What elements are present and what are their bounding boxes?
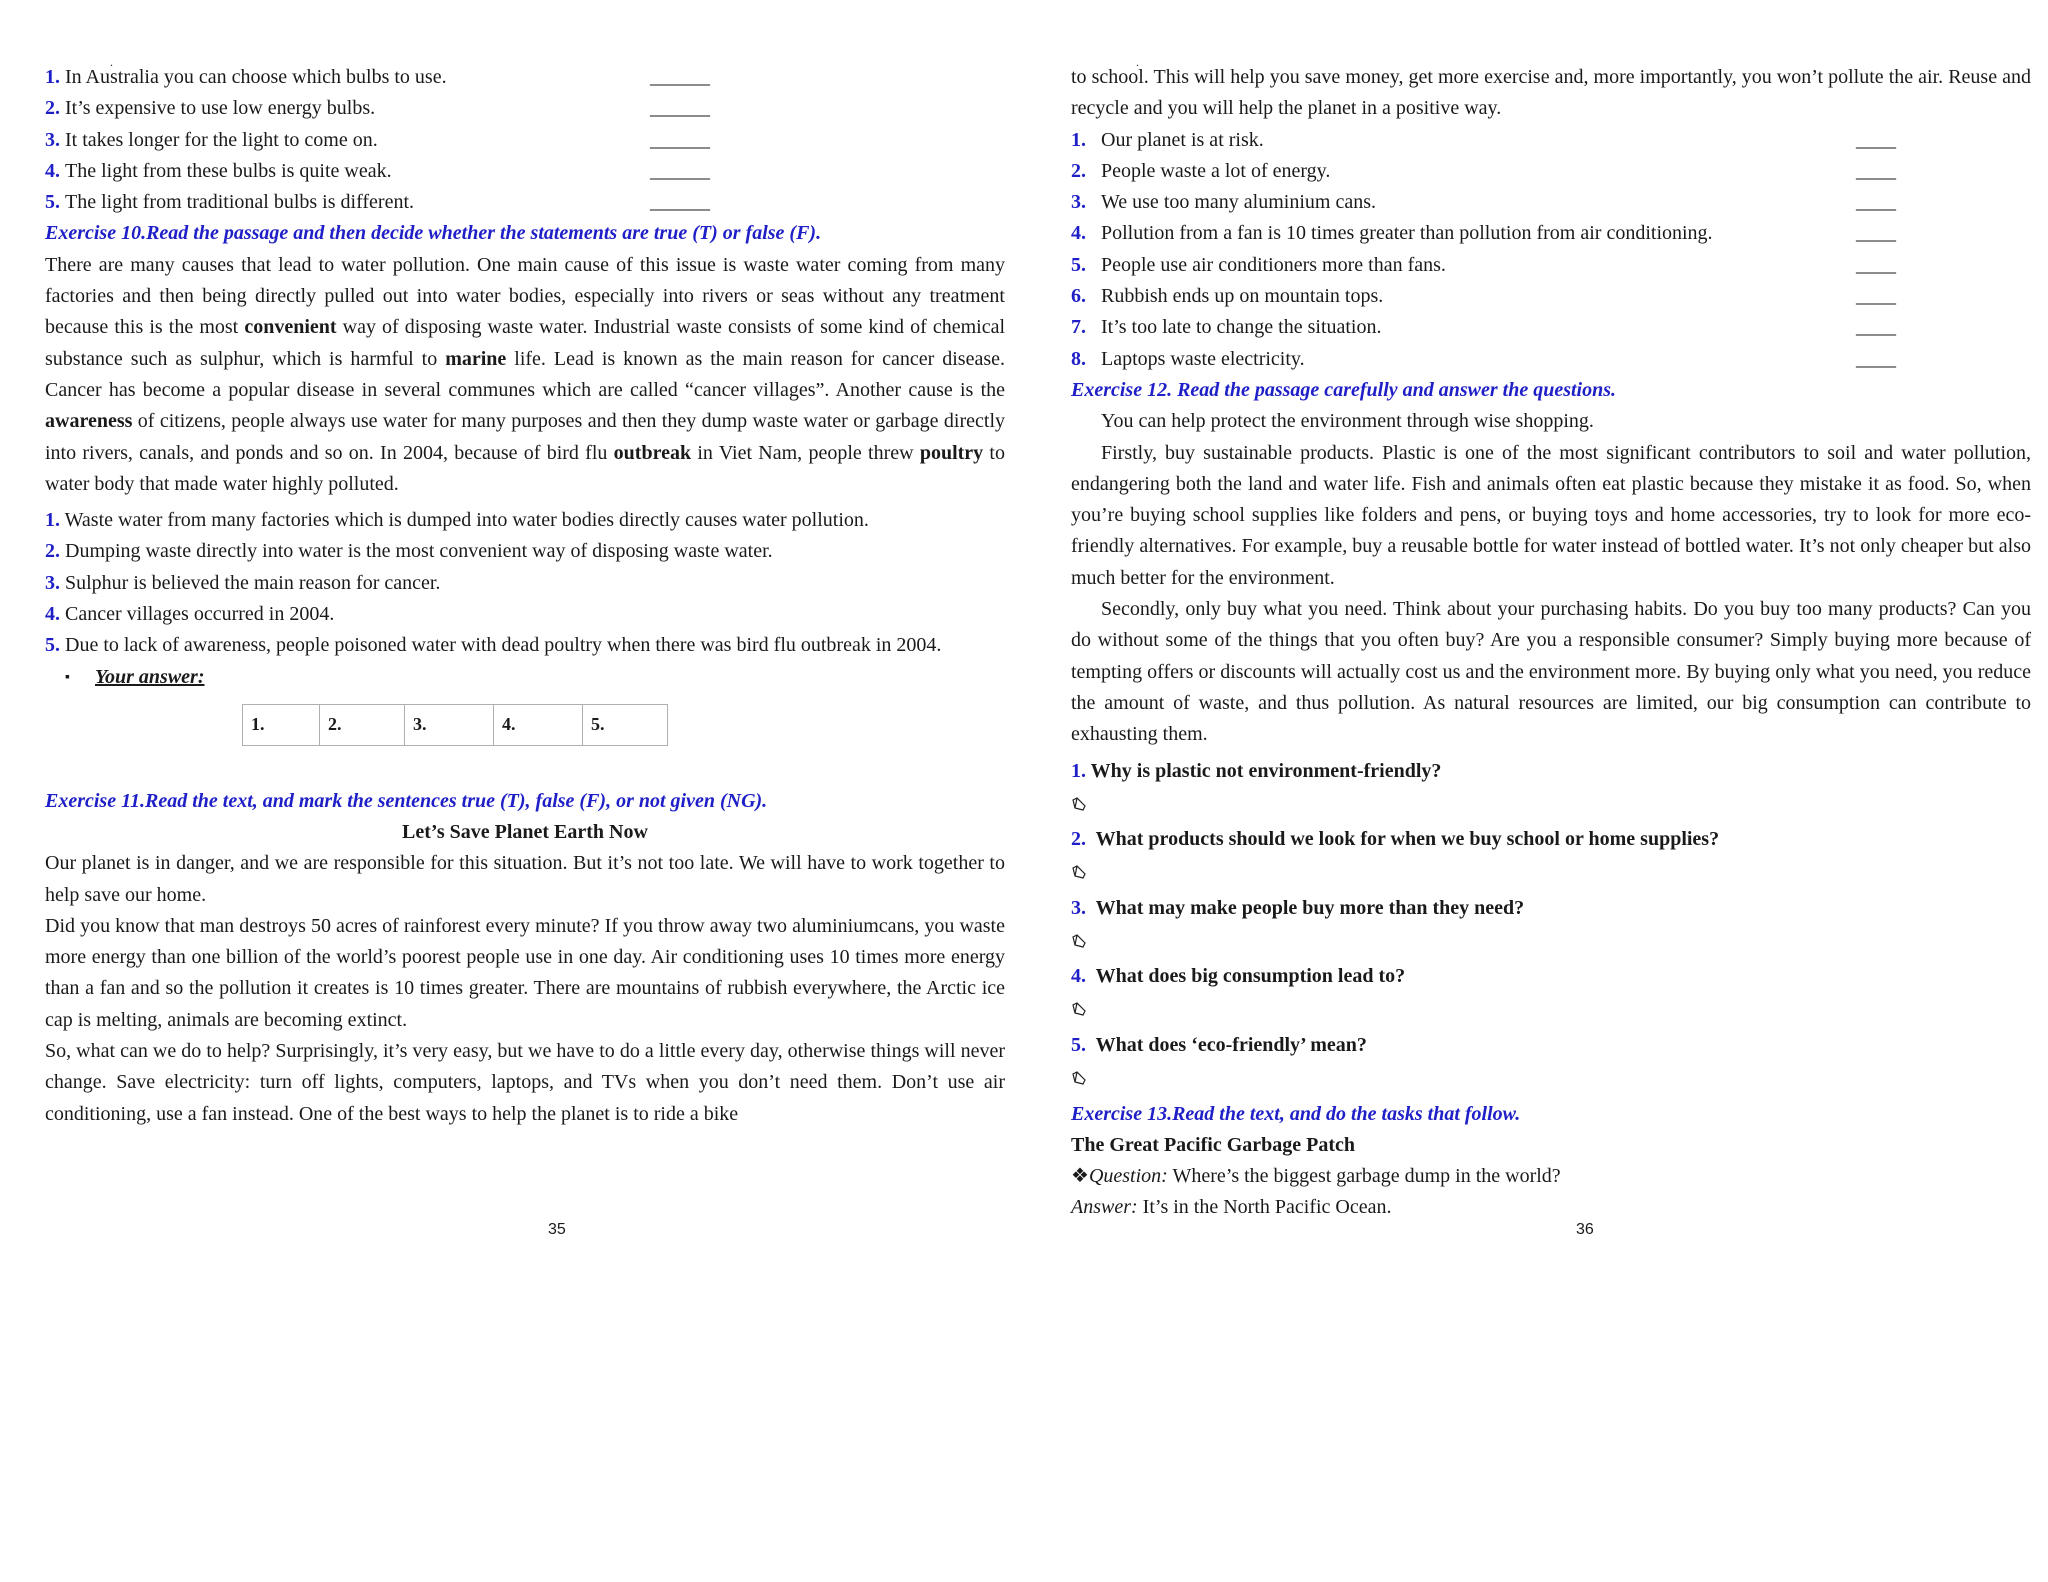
exercise-12-paragraph: Firstly, buy sustainable products. Plastic is one of the most significant contributors to soil and water pollution, endangering both the land and water life. Fish and animals often eat plastic because they mistake it as food. So, when you’re buying school supplies like folders and pens, or buying toys and home accessories, try to look for more eco-friendly alternatives. For example, buy a reusable bottle for water instead of bottled water. It’s not only cheaper but also much better for the environment. — [1071, 441, 2031, 589]
bulb-statements — [45, 62, 1005, 218]
exercise-12-questions — [1071, 756, 2031, 1093]
exercise-13-answer: Answer: It’s in the North Pacific Ocean. — [1071, 1196, 1392, 1219]
question-item: 4. What does big consumption lead to? — [1071, 965, 1406, 988]
list-item: 1. Waste water from many factories which is dumped into water bodies directly causes water pollution. — [45, 509, 869, 532]
question-item: 1. Why is plastic not environment-friendly? — [1071, 759, 1442, 782]
exercise-13-title: Exercise 13.Read the text, and do the tasks that follow. — [1071, 1102, 1521, 1125]
question-item: 2. What products should we look for when we buy school or home supplies? — [1071, 828, 1720, 851]
exercise-13-question: ❖Question: Where’s the biggest garbage dump in the world? — [1071, 1165, 1561, 1188]
exercise-11-title: Exercise 11.Read the text, and mark the sentences true (T), false (F), or not given (NG). — [45, 789, 768, 812]
answer-blank[interactable]: ______ — [650, 128, 710, 151]
answer-line[interactable] — [1071, 787, 2031, 818]
exercise-10-passage: There are many causes that lead to water pollution. One main cause of this issue is waste water coming from many factories and then being directly pulled out into water bodies, especially into rivers or seas without any treatment because this is the most convenient way of disposing waste water. Industrial waste consists of some kind of chemical substance such as sulphur, which is harmful to marine life. Lead is known as the main reason for cancer disease. Cancer has become a popular disease in several communes which are called “cancer villages”. Another cause is the awareness of citizens, people always use water for many purposes and then they dump waste water or garbage directly into rivers, canals, and ponds and so on. In 2004, because of bird flu outbreak in Viet Nam, people threw poultry to water body that made water highly polluted. — [45, 253, 1006, 495]
answer-blank[interactable]: ______ — [650, 97, 710, 120]
answer-line[interactable] — [1071, 924, 2031, 955]
list-item: 6. Rubbish ends up on mountain tops. ____ — [1071, 281, 2031, 312]
answer-line[interactable] — [1071, 993, 2031, 1024]
list-item: 2. Dumping waste directly into water is the most convenient way of disposing waste water. — [45, 540, 773, 563]
answer-table — [242, 704, 668, 746]
answer-blank[interactable]: ____ — [1856, 347, 1896, 370]
answer-cell[interactable]: 1. — [243, 704, 320, 745]
page-number: 35 — [548, 1221, 566, 1238]
list-item: 3. It takes longer for the light to come on. ______ — [45, 125, 1005, 156]
answer-blank[interactable]: ______ — [650, 159, 710, 182]
answer-line[interactable] — [1071, 1061, 2031, 1092]
answer-blank[interactable]: ______ — [650, 191, 710, 214]
list-item: 1. In Australia you can choose which bulbs to use. ______ — [45, 62, 1005, 93]
answer-cell[interactable]: 3. — [405, 704, 494, 745]
list-item: 5. The light from traditional bulbs is different. ______ — [45, 187, 1005, 218]
exercise-12-title: Exercise 12. Read the passage carefully and answer the questions. — [1071, 378, 1617, 401]
exercise-11-statements — [1071, 125, 2031, 375]
exercise-11-continued: to school. This will help you save money, get more exercise and, more importantly, you won’t pollute the air. Reuse and recycle and you will help the planet in a positive way. — [1071, 66, 2031, 120]
list-item: 8. Laptops waste electricity. ____ — [1071, 344, 2031, 375]
list-item: 3. We use too many aluminium cans. ____ — [1071, 187, 2031, 218]
answer-cell[interactable]: 4. — [494, 704, 583, 745]
pencil-icon — [1071, 796, 1087, 812]
question-item: 5. What does ‘eco-friendly’ mean? — [1071, 1033, 1367, 1056]
answer-line[interactable] — [1071, 855, 2031, 886]
pencil-icon — [1071, 1001, 1087, 1017]
right-page — [1071, 62, 2031, 1224]
left-page — [45, 62, 1005, 1130]
pencil-icon — [1071, 1070, 1087, 1086]
list-item: 5. People use air conditioners more than fans. ____ — [1071, 250, 2031, 281]
page-mark-dot: . — [1136, 55, 1139, 69]
answer-cell[interactable]: 5. — [583, 704, 668, 745]
list-item: 4. Cancer villages occurred in 2004. — [45, 603, 335, 626]
list-item: 3. Sulphur is believed the main reason for cancer. — [45, 571, 441, 594]
list-item: 4. The light from these bulbs is quite weak. ______ — [45, 156, 1005, 187]
exercise-12-paragraph: You can help protect the environment through wise shopping. — [1101, 410, 1594, 433]
exercise-13-heading: The Great Pacific Garbage Patch — [1071, 1133, 1356, 1156]
exercise-11-heading: Let’s Save Planet Earth Now — [402, 820, 648, 843]
bullet-icon: ▪ — [65, 670, 70, 686]
answer-blank[interactable]: ____ — [1856, 253, 1896, 276]
exercise-10-statements — [45, 505, 1005, 661]
list-item: 7. It’s too late to change the situation. ____ — [1071, 312, 2031, 343]
pencil-icon — [1071, 864, 1087, 880]
diamond-icon: ❖ — [1071, 1165, 1089, 1188]
answer-blank[interactable]: ____ — [1856, 222, 1896, 245]
answer-cell[interactable]: 2. — [320, 704, 405, 745]
page-number: 36 — [1576, 1221, 1594, 1238]
your-answer-label: ▪ Your answer: — [65, 662, 1005, 694]
list-item: 5. Due to lack of awareness, people poisoned water with dead poultry when there was bird flu outbreak in 2004. — [45, 634, 942, 657]
answer-blank[interactable]: ____ — [1856, 191, 1896, 214]
exercise-11-paragraph: Did you know that man destroys 50 acres of rainforest every minute? If you throw away two aluminiumcans, you waste more energy than one billion of the world’s poorest people use in one day. Air conditioning uses 10 times more energy than a fan and so the pollution it creates is 10 times greater. There are mountains of rubbish everywhere, the Arctic ice cap is melting, animals are becoming extinct. — [45, 914, 1005, 1031]
exercise-12-paragraph: Secondly, only buy what you need. Think about your purchasing habits. Do you buy too many products? Can you do without some of the things that you often buy? Are you a responsible consumer? Simply buying more because of tempting offers or discounts will actually cost us and the environment more. By buying only what you need, you reduce the amount of waste, and thus pollution. As natural resources are limited, our big consumption can contribute to exhausting them. — [1071, 598, 2031, 746]
list-item: 4. Pollution from a fan is 10 times greater than pollution from air conditioning. ____ — [1071, 218, 2031, 249]
list-item: 1. Our planet is at risk. ____ — [1071, 125, 2031, 156]
list-item: 2. It’s expensive to use low energy bulbs. ______ — [45, 93, 1005, 124]
exercise-11-paragraph: Our planet is in danger, and we are responsible for this situation. But it’s not too late. We will have to work together to help save our home. — [45, 852, 1005, 906]
pencil-icon — [1071, 933, 1087, 949]
answer-blank[interactable]: ____ — [1856, 285, 1896, 308]
page-mark-dot: . — [110, 55, 113, 69]
list-item: 2. People waste a lot of energy. ____ — [1071, 156, 2031, 187]
exercise-11-paragraph: So, what can we do to help? Surprisingly, it’s very easy, but we have to do a little every day, otherwise things will never change. Save electricity: turn off lights, computers, laptops, and TVs when you don’t need them. Don’t use air conditioning, use a fan instead. One of the best ways to help the planet is to ride a bike — [45, 1040, 1005, 1125]
answer-blank[interactable]: ____ — [1856, 316, 1896, 339]
answer-blank[interactable]: ____ — [1856, 159, 1896, 182]
question-item: 3. What may make people buy more than they need? — [1071, 896, 1525, 919]
answer-blank[interactable]: ______ — [650, 66, 710, 88]
exercise-10-title: Exercise 10.Read the passage and then decide whether the statements are true (T) or false (F). — [45, 222, 822, 245]
answer-blank[interactable]: ____ — [1856, 128, 1896, 151]
